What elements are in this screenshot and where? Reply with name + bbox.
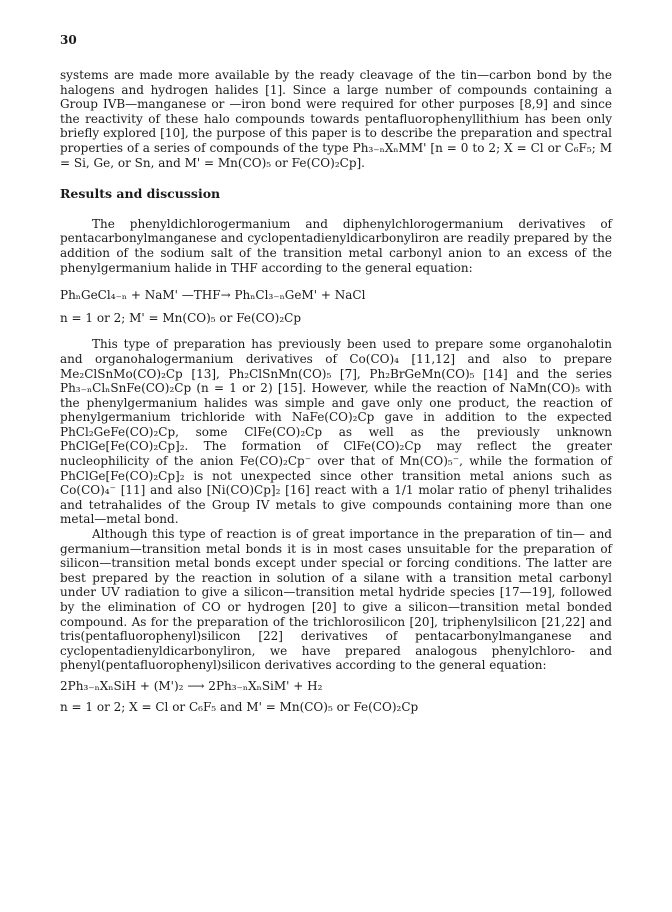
equation-1-condition: n = 1 or 2; M' = Mn(CO)₅ or Fe(CO)₂Cp	[60, 310, 302, 325]
section-heading: Results and discussion	[60, 186, 221, 202]
equation-2: 2Ph₃₋ₙXₙSiH + (M')₂ ⟶ 2Ph₃₋ₙXₙSiM' + H₂	[60, 678, 323, 693]
equation-1: PhₙGeCl₄₋ₙ + NaM' —THF→ PhₙCl₃₋ₙGeM' + NaCl	[60, 288, 366, 303]
paragraph-intro-continued: systems are made more available by the ready cleavage of the tin—carbon bond by the halogens and hydrogen halides [1]. Since a large number of compounds containing a Group IVB—manganese or —iron bond were required for other purposes [8,9] and since the reactivity of these halo compounds towards pentafluorophenyllithium has been only briefly explored [10], the purpose of this paper is to describe the preparation and spectral properties of a series of compounds of the type Ph₃₋ₙXₙMM' [n = 0 to 2; X = Cl or C₆F₅; M = Si, Ge, or Sn, and M' = Mn(CO)₅ or Fe(CO)₂Cp].	[60, 68, 612, 170]
paragraph-results-3: Although this type of reaction is of great importance in the preparation of tin— and germanium—transition metal bonds it is in most cases unsuitable for the preparation of silicon—transition metal bonds except under special or forcing conditions. The latter are best prepared by the reaction in solution of a silane with a transition metal carbonyl under UV radiation to give a silicon—transition metal hydride species [17—19], followed by the elimination of CO or hydrogen [20] to give a silicon—transition metal bonded compound. As for the preparation of the trichlorosilicon [20], triphenylsilicon [21,22] and tris(pentafluorophenyl)silicon [22] derivatives of pentacarbonylmanganese and cyclopentadienyldicarbonyliron, we have prepared analogous phenylchloro- and phenyl(pentafluorophenyl)silicon derivatives according to the general equation:	[60, 527, 612, 673]
paragraph-results-1: The phenyldichlorogermanium and diphenylchlorogermanium derivatives of pentacarbonylmanganese and cyclopentadienyldicarbonyliron are readily prepared by the addition of the sodium salt of the transition metal carbonyl anion to an excess of the phenylgermanium halide in THF according to the general equation:	[60, 216, 612, 275]
paragraph-results-2: This type of preparation has previously been used to prepare some organohalotin and organohalogermanium derivatives of Co(CO)₄ [11,12] and also to prepare Me₂ClSnMo(CO)₂Cp [13], Ph₂ClSnMn(CO)₅ [7], Ph₂BrGeMn(CO)₅ [14] and the series Ph₃₋ₙClₙSnFe(CO)₂Cp (n = 1 or 2) [15]. However, while the reaction of NaMn(CO)₅ with the phenylgermanium halides was simple and gave only one product, the reaction of phenylgermanium trichloride with NaFe(CO)₂Cp gave in addition to the expected PhCl₂GeFe(CO)₂Cp, some ClFe(CO)₂Cp as well as the previously unknown PhClGe[Fe(CO)₂Cp]₂. The formation of ClFe(CO)₂Cp may reflect the greater nucleophilicity of the anion Fe(CO)₂Cp⁻ over that of Mn(CO)₅⁻, while the formation of PhClGe[Fe(CO)₂Cp]₂ is not unexpected since other transition metal anions such as Co(CO)₄⁻ [11] and also [Ni(CO)Cp]₂ [16] react with a 1/1 molar ratio of phenyl trihalides and tetrahalides of the Group IV metals to give compounds containing more than one metal—metal bond.	[60, 337, 612, 527]
article-body	[60, 68, 612, 726]
page-number: 30	[60, 33, 77, 47]
equation-2-condition: n = 1 or 2; X = Cl or C₆F₅ and M' = Mn(CO)₅ or Fe(CO)₂Cp	[60, 699, 419, 714]
